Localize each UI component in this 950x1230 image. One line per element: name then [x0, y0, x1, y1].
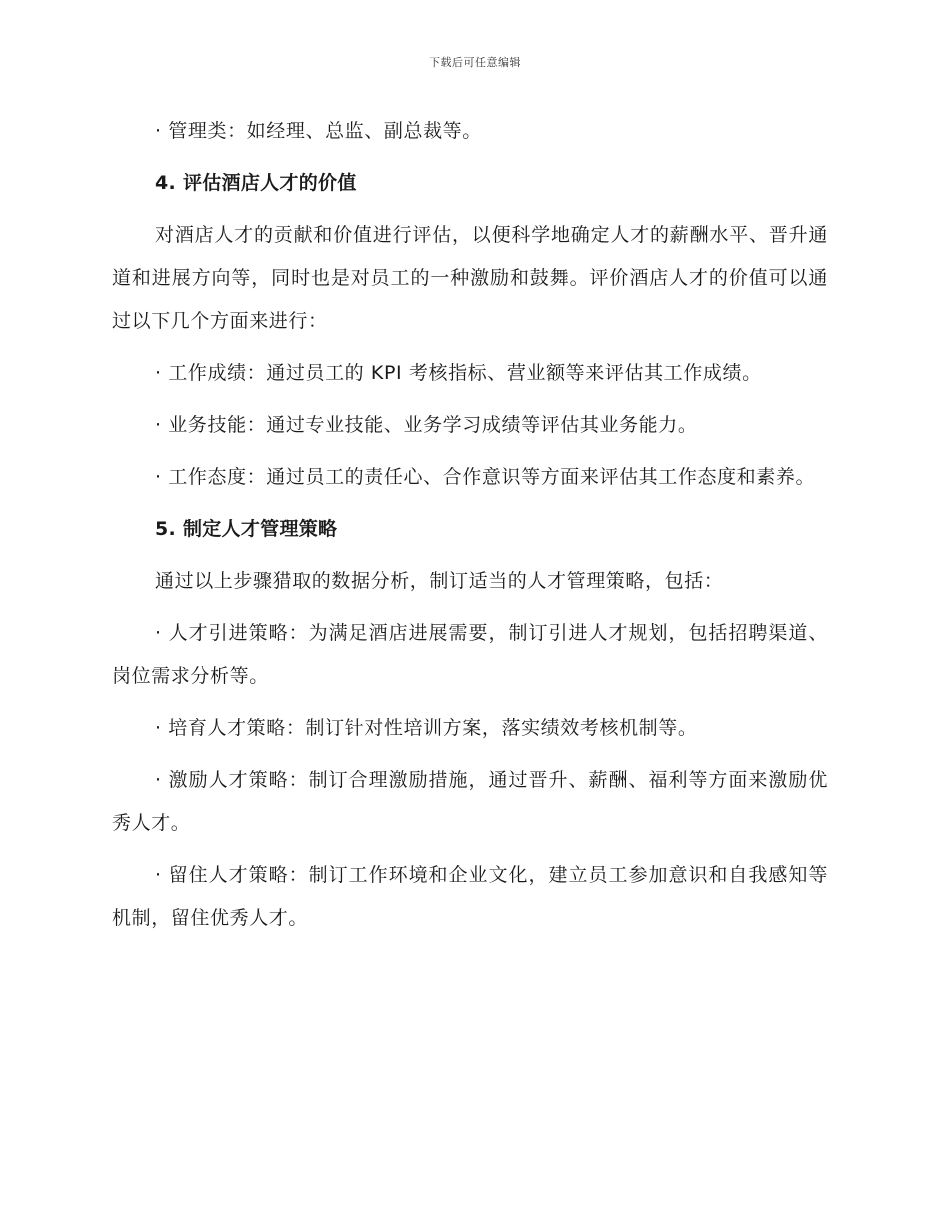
page-header: 下载后可任意编辑	[429, 56, 521, 69]
section-heading-4: 4. 评估酒店人才的价值	[155, 172, 357, 194]
bullet-recruitment-strategy: · 人才引进策略：为满足酒店进展需要，制订引进人才规划，包括招聘渠道、岗位需求分析等。	[112, 622, 828, 687]
bullet-training-strategy: · 培育人才策略：制订针对性培训方案，落实绩效考核机制等。	[155, 717, 698, 739]
bullet-business-skills: · 业务技能：通过专业技能、业务学习成绩等评估其业务能力。	[155, 414, 698, 436]
bullet-incentive-strategy: · 激励人才策略：制订合理激励措施，通过晋升、薪酬、福利等方面来激励优秀人才。	[112, 769, 828, 834]
paragraph-evaluate-value: 对酒店人才的贡献和价值进行评估，以便科学地确定人才的薪酬水平、晋升通道和进展方向等，同时也是对员工的一种激励和鼓舞。评价酒店人才的价值可以通过以下几个方面来进行：	[112, 224, 828, 332]
document-body	[112, 110, 828, 949]
section-heading-5: 5. 制定人才管理策略	[155, 518, 338, 540]
bullet-management-category: · 管理类：如经理、总监、副总裁等。	[155, 120, 482, 142]
bullet-work-attitude: · 工作态度：通过员工的责任心、合作意识等方面来评估其工作态度和素养。	[155, 466, 816, 488]
bullet-work-performance: · 工作成绩：通过员工的 KPI 考核指标、营业额等来评估其工作成绩。	[155, 362, 762, 384]
bullet-retention-strategy: · 留住人才策略：制订工作环境和企业文化，建立员工参加意识和自我感知等机制，留住优秀人才。	[112, 864, 828, 929]
paragraph-strategy-intro: 通过以上步骤猎取的数据分析，制订适当的人才管理策略，包括：	[155, 570, 724, 592]
